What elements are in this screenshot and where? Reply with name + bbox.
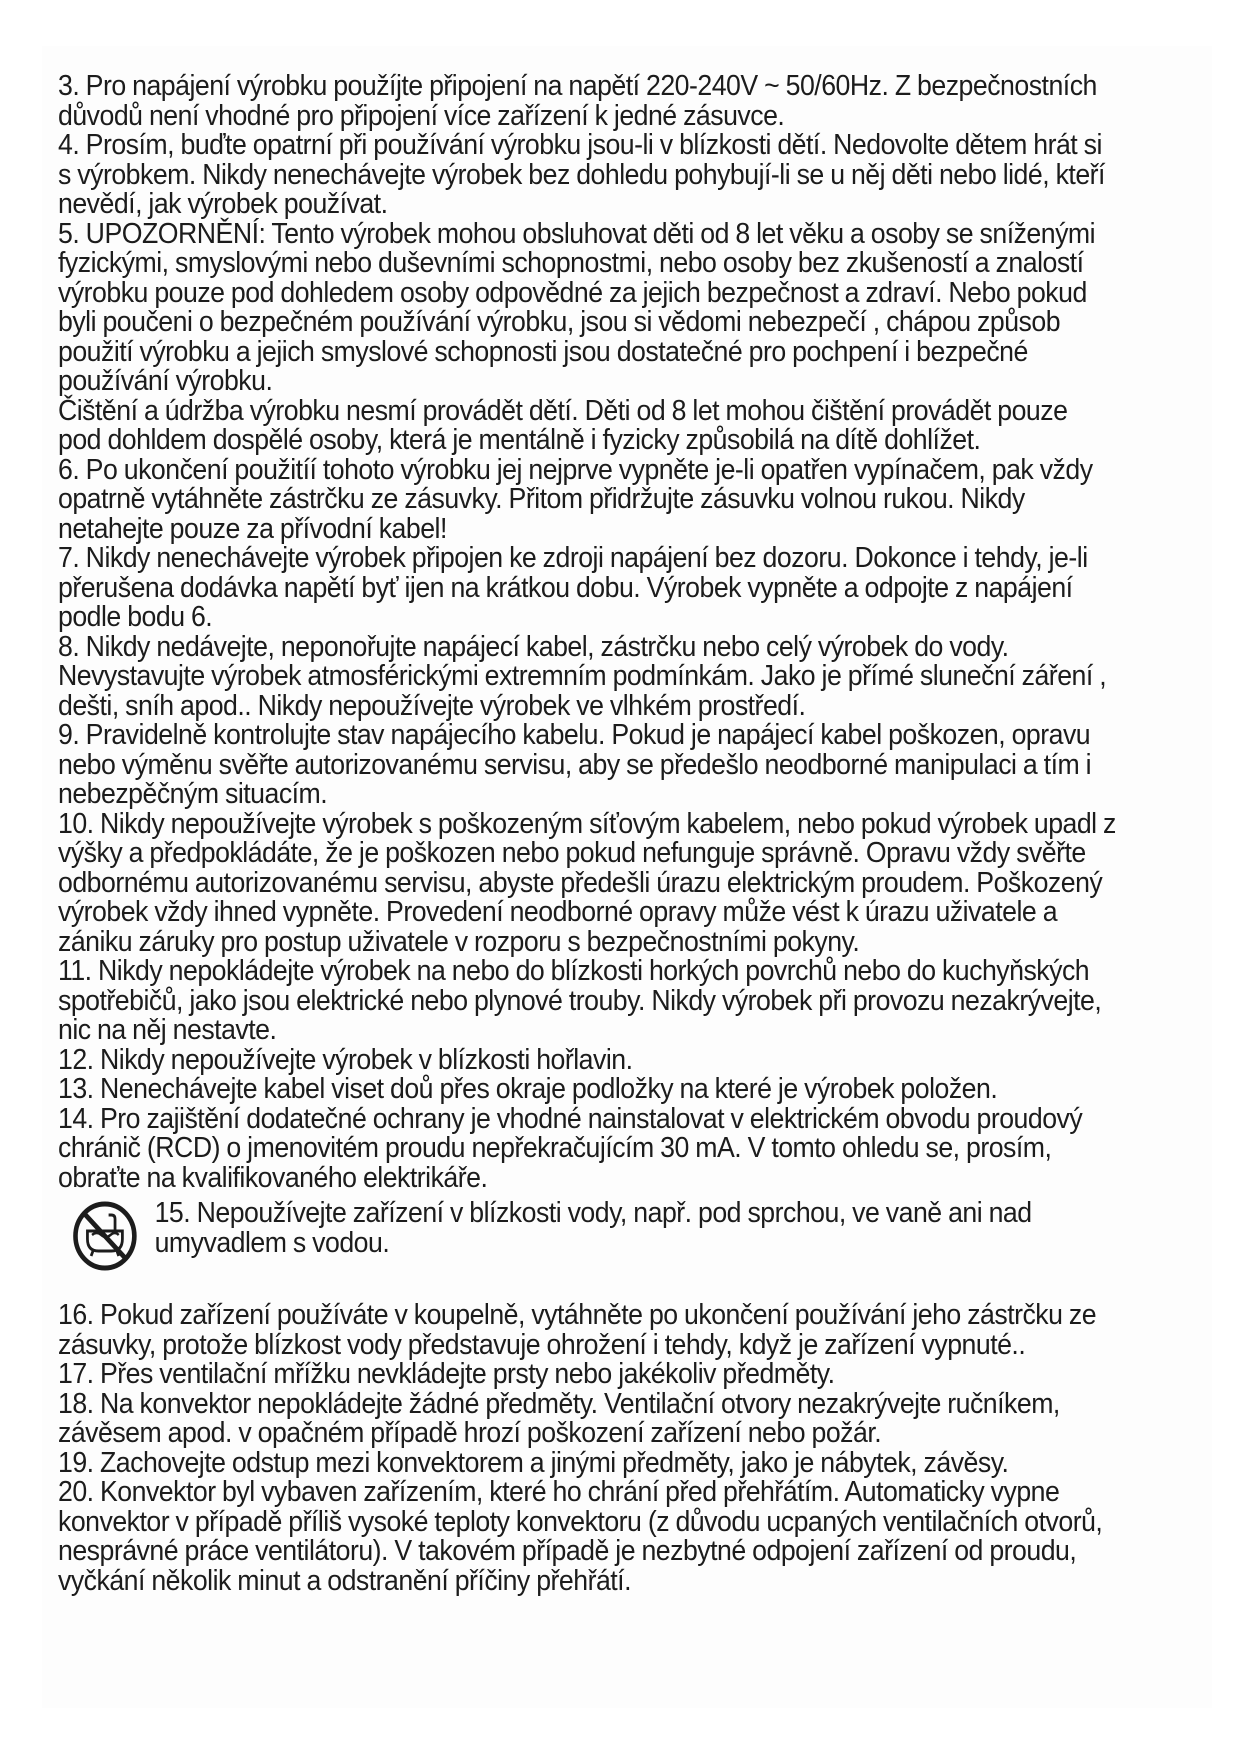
item-13: 13. Nenechávejte kabel viset doů přes okraje podložky na které je výrobek položen. xyxy=(58,1073,998,1105)
item-4: 4. Prosím, buďte opatrní při používání výrobku jsou-li v blízkosti dětí. Nedovolte dětem hrát si s výrobkem. Nikdy nenechávejte výrobek bez dohledu pohybují-li se u něj děti nebo lidé, kteří nevědí, jak výrobek používat. xyxy=(58,129,1105,220)
item-15-block xyxy=(58,1199,1116,1301)
item-19: 19. Zachovejte odstup mezi konvektorem a jinými předměty, jako je nábytek, závěsy. xyxy=(58,1446,1009,1479)
item-14: 14. Pro zajištění dodatečné ochrany je vhodné nainstalovat v elektrickém obvodu proudový chránič (RCD) o jmenovitém proudu nepřekračujícím 30 mA. V tomto ohledu se, prosím, obraťte na kvalifikovaného elektrikáře. xyxy=(58,1102,1083,1194)
item-8: 8. Nikdy nedávejte, neponořujte napájecí kabel, zástrčku nebo celý výrobek do vody. Nevystavujte výrobek atmosférickými extremním podmínkám. Jako je přímé sluneční záření , dešti, sníh apod.. Nikdy nepoužívejte výrobek ve vlhkém prostředí. xyxy=(58,630,1107,722)
item-16: 16. Pokud zařízení používáte v koupelně, vytáhněte po ukončení používání jeho zástrčku ze zásuvky, protože blízkost vody představuje ohrožení i tehdy, když je zařízení vypnuté.. xyxy=(58,1299,1097,1361)
item-3: 3. Pro napájení výrobku použíjte připojení na napětí 220-240V ~ 50/60Hz. Z bezpečnostních důvodů není vhodné pro připojení více zařízení k jedné zásuvce. xyxy=(58,70,1097,132)
item-cleaning: Čištění a údržba výrobku nesmí provádět dětí. Děti od 8 let mohou čištění provádět pouze pod dohldem dospělé osoby, která je mentálně i fyzicky způsobilá na dítě dohlížet. xyxy=(58,394,1068,456)
no-bathtub-icon xyxy=(71,1199,139,1273)
item-7: 7. Nikdy nenechávejte výrobek připojen ke zdroji napájení bez dozoru. Dokonce i tehdy, je-li přerušena dodávka napětí byť ijen na krátkou dobu. Výrobek vypněte a odpojte z napájení podle bodu 6. xyxy=(58,542,1088,633)
item-12: 12. Nikdy nepoužívejte výrobek v blízkosti hořlavin. xyxy=(58,1043,633,1076)
item-15: 15. Nepoužívejte zařízení v blízkosti vody, např. pod sprchou, ve vaně ani nad umyvadlem s vodou. xyxy=(154,1197,1032,1259)
item-5-warning: 5. UPOZORNĚNÍ: Tento výrobek mohou obsluhovat děti od 8 let věku a osoby se sníženými fyzickými, smyslovými nebo duševními schopnostmi, nebo osoby bez zkušeností a znalostí výrobku pouze pod dohledem osoby odpovědné za jejich bezpečnost a zdraví. Nebo pokud byli poučeni o bezpečném používání výrobku, jsou si vědomi nebezpečí , chápou způsob použití výrobku a jejich smyslové schopnosti jsou dostatečné pro pochpení i bezpečné používání výrobku. xyxy=(58,217,1096,397)
item-18: 18. Na konvektor nepokládejte žádné předměty. Ventilační otvory nezakrývejte ručníkem, závěsem apod. v opačném případě hrozí poškození zařízení nebo požár. xyxy=(58,1387,1060,1449)
item-6: 6. Po ukončení použitíí tohoto výrobku jej nejprve vypněte je-li opatřen vypínačem, pak vždy opatrně vytáhněte zástrčku ze zásuvky. Přitom přidržujte zásuvku volnou rukou. Nikdy netahejte pouze za přívodní kabel! xyxy=(58,453,1093,545)
item-10: 10. Nikdy nepoužívejte výrobek s poškozeným síťovým kabelem, nebo pokud výrobek upadl z výšky a předpokládáte, že je poškozen nebo pokud nefunguje správně. Opravu vždy svěřte odbornému autorizovanému servisu, abyste předešli úrazu elektrickým proudem. Poškozený výrobek vždy ihned vypněte. Provedení neodborné opravy může vést k úrazu uživatele a zániku záruky pro postup uživatele v rozporu s bezpečnostními pokyny. xyxy=(58,807,1116,958)
item-11: 11. Nikdy nepokládejte výrobek na nebo do blízkosti horkých povrchů nebo do kuchyňských spotřebičů, jako jsou elektrické nebo plynové trouby. Nikdy výrobek při provozu nezakrývejte, nic na něj nestavte. xyxy=(58,955,1102,1046)
manual-page xyxy=(42,46,1212,1708)
item-9: 9. Pravidelně kontrolujte stav napájecího kabelu. Pokud je napájecí kabel poškozen, opravu nebo výměnu svěřte autorizovanému servisu, aby se předešlo neodborné manipulaci a tím i nebezpěčným situacím. xyxy=(58,719,1092,810)
safety-instructions xyxy=(58,72,1116,1596)
item-17: 17. Přes ventilační mřížku nevkládejte prsty nebo jakékoliv předměty. xyxy=(58,1358,835,1390)
item-20: 20. Konvektor byl vybaven zařízením, které ho chrání před přehřátím. Automaticky vypne konvektor v případě příliš vysoké teploty konvektoru (z důvodu ucpaných ventilačních otvorů, nesprávné práce ventilátoru). V takovém případě je nezbytné odpojení zařízení od proudu, vyčkání několik minut a odstranění příčiny přehřátí. xyxy=(58,1476,1103,1597)
